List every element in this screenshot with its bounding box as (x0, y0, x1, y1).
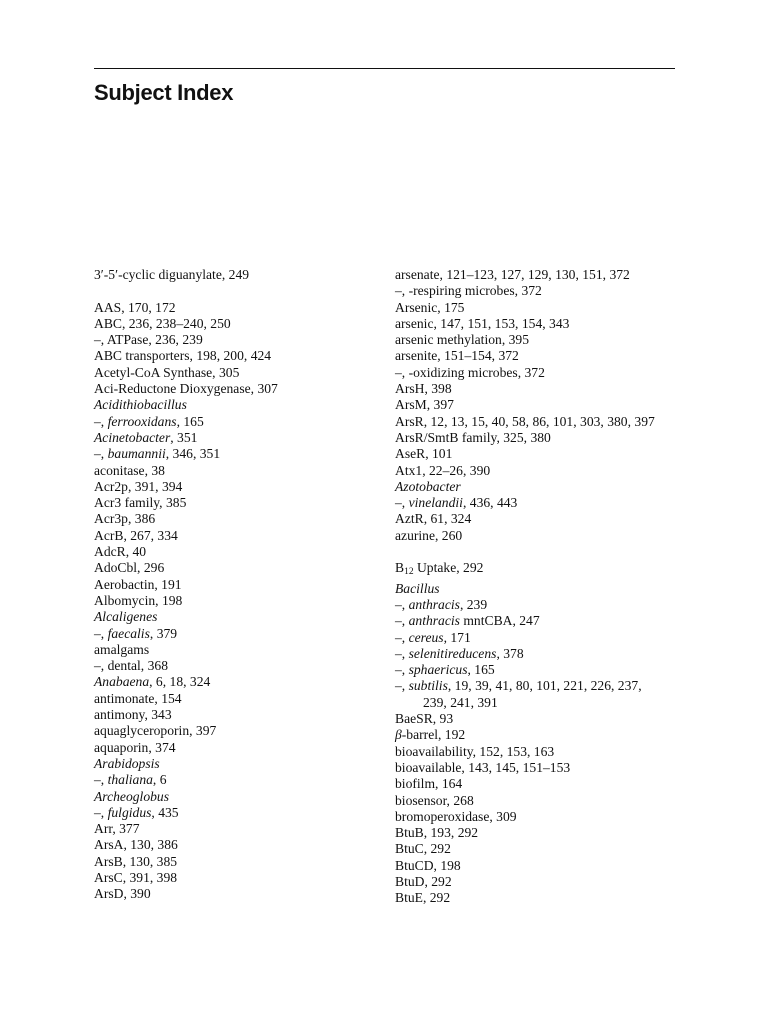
index-entry-text: , 436, 443 (462, 495, 518, 511)
page-title: Subject Index (94, 80, 234, 105)
index-entry (94, 511, 364, 527)
index-entry-text: –, ATPase, 236, 239 (94, 332, 203, 348)
index-entry-text: –, (395, 596, 409, 612)
index-entry (94, 544, 364, 560)
index-entry-text: , 6 (152, 772, 167, 788)
index-entry (94, 593, 364, 609)
index-entry-italic-text: Acinetobacter (94, 429, 171, 445)
index-entry-text: , 6, 18, 324 (149, 674, 211, 690)
index-entry-text: , 19, 39, 41, 80, 101, 221, 226, 237, (447, 678, 642, 694)
index-entry (395, 825, 685, 841)
index-entry-text: BtuD, 292 (395, 873, 452, 889)
index-entry-italic-text: Arabidopsis (94, 755, 160, 771)
index-entry (94, 430, 364, 446)
index-entry-text: amalgams (94, 641, 150, 657)
index-entry-text: –, (94, 804, 108, 820)
index-entry-italic-text: Azotobacter (395, 478, 461, 494)
index-entry-text: , 346, 351 (165, 446, 221, 462)
index-entry-text: ArsC, 391, 398 (94, 869, 178, 885)
index-entry-text: –, (94, 446, 108, 462)
index-entry-italic-text: β (395, 727, 402, 743)
index-entry (395, 858, 685, 874)
index-entry-italic-text: cereus (408, 629, 444, 645)
index-section-gap (94, 283, 364, 299)
index-entry-text: Arr, 377 (94, 821, 140, 837)
index-entry-text: ABC, 236, 238–240, 250 (94, 315, 231, 331)
index-entry-italic-text: subtilis (408, 678, 448, 694)
index-entry (94, 397, 364, 413)
index-entry-text: ArsM, 397 (395, 397, 454, 413)
index-entry-text: BaeSR, 93 (395, 711, 454, 727)
index-entry-text: –, (395, 645, 409, 661)
index-entry-text: antimonate, 154 (94, 690, 182, 706)
index-entry-text: AdcR, 40 (94, 544, 147, 560)
index-entry (395, 397, 685, 413)
index-entry-text: aquaglyceroporin, 397 (94, 723, 217, 739)
index-entry-italic-text: vinelandii (408, 495, 463, 511)
index-entry (94, 316, 364, 332)
index-entry-text: BtuC, 292 (395, 841, 451, 857)
index-entry (395, 711, 685, 727)
index-entry (395, 267, 685, 283)
index-entry-text: AztR, 61, 324 (395, 511, 472, 527)
index-entry-italic-text: Anabaena (94, 674, 150, 690)
index-entry-text: –, (395, 613, 409, 629)
index-entry (94, 707, 364, 723)
index-entry-text: arsenite, 151–154, 372 (395, 348, 519, 364)
index-entry-italic-text: Acidithiobacillus (94, 397, 187, 413)
index-entry-text: Arsenic, 175 (395, 299, 465, 315)
index-entry-text: arsenic, 147, 151, 153, 154, 343 (395, 315, 570, 331)
index-entry-text: Albomycin, 198 (94, 592, 183, 608)
index-entry-text: ArsD, 390 (94, 886, 151, 902)
index-entry (395, 463, 685, 479)
index-entry-text: –, -oxidizing microbes, 372 (395, 364, 545, 380)
index-entry-text: –, (94, 625, 108, 641)
index-entry (395, 581, 685, 597)
index-entry (94, 332, 364, 348)
index-entry (395, 809, 685, 825)
index-entry (94, 691, 364, 707)
index-column-right (395, 267, 685, 907)
index-entry-text: Aci-Reductone Dioxygenase, 307 (94, 381, 278, 397)
index-entry (395, 365, 685, 381)
index-entry-text: biosensor, 268 (395, 792, 474, 808)
index-entry-italic-text: Alcaligenes (94, 609, 158, 625)
index-entry-text: Aerobactin, 191 (94, 576, 182, 592)
index-entry (94, 854, 364, 870)
index-entry (94, 821, 364, 837)
index-entry (395, 560, 685, 580)
index-entry (395, 630, 685, 646)
index-entry (395, 597, 685, 613)
index-entry-text: ArsR/SmtB family, 325, 380 (395, 429, 551, 445)
index-entry (94, 642, 364, 658)
index-entry-text: , 435 (151, 804, 179, 820)
index-entry-italic-text: Archeoglobus (94, 788, 170, 804)
index-entry-text: , 239 (459, 596, 488, 612)
index-entry (395, 316, 685, 332)
index-entry-text: B (395, 560, 405, 576)
index-entry (395, 332, 685, 348)
index-entry (395, 776, 685, 792)
index-entry-text: azurine, 260 (395, 527, 463, 543)
index-entry (94, 348, 364, 364)
index-entry-text: ArsA, 130, 386 (94, 837, 178, 853)
index-entry (94, 560, 364, 576)
index-entry (395, 727, 685, 743)
index-entry-text: AdoCbl, 296 (94, 560, 165, 576)
index-entry-text: , 379 (149, 625, 178, 641)
index-entry-italic-text: baumannii (107, 446, 166, 462)
index-entry (94, 365, 364, 381)
index-entry-text: bioavailable, 143, 145, 151–153 (395, 759, 571, 775)
index-entry (395, 646, 685, 662)
index-entry (395, 841, 685, 857)
index-entry (94, 267, 364, 283)
index-entry (94, 446, 364, 462)
index-entry-text: –, (395, 495, 409, 511)
index-entry-text: Acr3p, 386 (94, 511, 156, 527)
index-entry-text: –, (395, 678, 409, 694)
index-entry-text: Acr3 family, 385 (94, 495, 187, 511)
index-entry-text: AAS, 170, 172 (94, 299, 176, 315)
index-entry (94, 479, 364, 495)
index-entry-text: aconitase, 38 (94, 462, 165, 478)
index-entry-text: , 171 (443, 629, 471, 645)
index-entry (94, 837, 364, 853)
index-entry-italic-text: selenitireducens (408, 645, 497, 661)
index-entry (94, 658, 364, 674)
index-entry (94, 772, 364, 788)
index-entry (395, 760, 685, 776)
index-entry (395, 890, 685, 906)
index-entry (94, 414, 364, 430)
index-entry-text: arsenic methylation, 395 (395, 332, 530, 348)
index-section-gap (395, 544, 685, 560)
index-entry (395, 678, 685, 694)
index-entry-text: aquaporin, 374 (94, 739, 176, 755)
index-entry-text: ArsH, 398 (395, 381, 452, 397)
index-entry-text: BtuB, 193, 292 (395, 825, 479, 841)
index-entry-text: AcrB, 267, 334 (94, 527, 178, 543)
index-entry (395, 283, 685, 299)
index-entry-text: antimony, 343 (94, 707, 172, 723)
index-entry (94, 805, 364, 821)
index-entry (395, 495, 685, 511)
index-entry (94, 789, 364, 805)
index-entry (94, 577, 364, 593)
index-entry-text: , 351 (170, 429, 198, 445)
index-entry-text: –, (94, 413, 108, 429)
index-entry-italic-text: ferrooxidans (107, 413, 177, 429)
index-entry-text: 3′-5′-cyclic diguanylate, 249 (94, 267, 250, 282)
index-entry (94, 495, 364, 511)
index-entry-text: –, -respiring microbes, 372 (395, 283, 542, 299)
index-entry-continuation (395, 695, 685, 711)
index-entry-text: BtuCD, 198 (395, 857, 461, 873)
index-entry (395, 613, 685, 629)
index-entry-text: bromoperoxidase, 309 (395, 808, 517, 824)
index-entry-text: AseR, 101 (395, 446, 453, 462)
index-entry-text: ABC transporters, 198, 200, 424 (94, 348, 272, 364)
index-entry (94, 381, 364, 397)
index-entry-text: BtuE, 292 (395, 890, 451, 906)
index-entry-text: biofilm, 164 (395, 776, 463, 792)
index-entry (395, 446, 685, 462)
index-entry-italic-text: fulgidus (107, 804, 152, 820)
index-entry-text: -barrel, 192 (401, 727, 466, 743)
index-entry-text: ArsB, 130, 385 (94, 853, 178, 869)
index-entry (395, 381, 685, 397)
index-entry (94, 609, 364, 625)
index-entry-italic-text: anthracis (408, 596, 460, 612)
index-entry (395, 662, 685, 678)
index-entry-text: –, dental, 368 (94, 658, 168, 674)
index-entry (94, 674, 364, 690)
index-entry (395, 511, 685, 527)
index-entry (94, 886, 364, 902)
index-entry-text: Acr2p, 391, 394 (94, 478, 183, 494)
index-entry-text: arsenate, 121–123, 127, 129, 130, 151, 372 (395, 267, 630, 282)
index-entry-italic-text: Bacillus (395, 580, 440, 596)
index-entry-text: , 165 (176, 413, 204, 429)
index-entry (395, 874, 685, 890)
index-entry (395, 300, 685, 316)
index-entry (94, 528, 364, 544)
index-entry-text: , 165 (467, 662, 495, 678)
index-entry-text: ArsR, 12, 13, 15, 40, 58, 86, 101, 303, 380, 397 (395, 413, 655, 429)
index-entry-text: Acetyl-CoA Synthase, 305 (94, 364, 240, 380)
index-entry-text: 12 (404, 567, 414, 578)
index-entry (94, 626, 364, 642)
index-entry (94, 723, 364, 739)
index-entry-italic-text: faecalis (107, 625, 150, 641)
index-entry-text: mntCBA, 247 (459, 613, 540, 629)
index-entry (395, 430, 685, 446)
index-entry (94, 300, 364, 316)
index-entry-italic-text: thaliana (107, 772, 153, 788)
index-entry-text: –, (395, 629, 409, 645)
index-entry (395, 414, 685, 430)
index-entry (94, 463, 364, 479)
index-entry-text: , 378 (496, 645, 524, 661)
index-entry-text: Atx1, 22–26, 390 (395, 462, 491, 478)
index-entry (94, 870, 364, 886)
index-entry (94, 756, 364, 772)
index-entry-italic-text: sphaericus (408, 662, 468, 678)
header-rule (94, 68, 675, 69)
index-entry (395, 528, 685, 544)
index-entry (395, 348, 685, 364)
index-entry-text: Uptake, 292 (413, 560, 484, 576)
index-entry-text: 239, 241, 391 (423, 694, 498, 710)
index-entry-italic-text: anthracis (408, 613, 460, 629)
index-entry (395, 479, 685, 495)
index-entry (395, 793, 685, 809)
index-entry-text: –, (395, 662, 409, 678)
index-entry (94, 740, 364, 756)
index-entry (395, 744, 685, 760)
index-entry-text: –, (94, 772, 108, 788)
index-entry-text: bioavailability, 152, 153, 163 (395, 743, 555, 759)
index-column-left (94, 267, 364, 903)
